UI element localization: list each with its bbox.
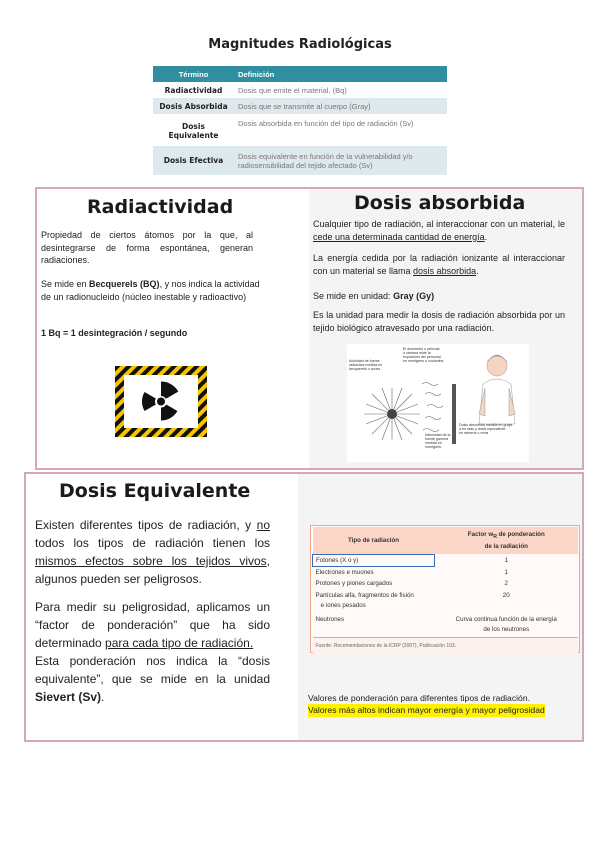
term-cell: Radiactividad <box>153 82 234 98</box>
radiactividad-heading: Radiactividad <box>87 196 234 218</box>
radiation-hazard-icon <box>115 366 207 437</box>
text-span: , algunos pueden ser peligrosos. <box>35 554 270 586</box>
underlined-text: mismos efectos sobre los tejidos vivos <box>35 554 267 568</box>
radiactividad-unit-text <box>41 278 271 303</box>
value-cell: 20 <box>502 591 510 599</box>
table-row <box>153 98 447 114</box>
text-span: Se mide en <box>41 279 90 289</box>
radiation-diagram-icon <box>347 344 529 462</box>
radiactividad-absorbida-panel <box>35 187 584 470</box>
underlined-text: para cada tipo de radiación. <box>105 636 254 650</box>
weights-header <box>313 527 579 554</box>
equivalente-paragraph-3 <box>35 652 270 706</box>
absorbida-paragraph-2 <box>313 252 565 277</box>
label-right: Dosis absorbida medida en grays <box>459 423 513 427</box>
subscript: R <box>493 534 497 541</box>
text-span: . <box>101 690 105 704</box>
gray-unit: Gray (Gy) <box>393 291 435 301</box>
text-span: Curva continua función de la energía <box>455 615 557 623</box>
label-bottom: Intensidad de la <box>425 433 451 437</box>
type-cell: Protones y piones cargados <box>315 579 393 587</box>
radiactividad-definition: Propiedad de ciertos átomos por la que, al desintegrarse de forma espontánea, generan radiaciones. <box>41 230 253 266</box>
label-top-4: en roentgens o coulombs <box>403 359 444 363</box>
label-top-3: exposición del personal <box>403 355 441 359</box>
text-span: Cualquier tipo de radiación, al interaccionar con un material, le <box>313 219 565 229</box>
text-span: Para medir su peligrosidad, aplicamos un “factor de ponderación” que ha sido determinado <box>35 600 270 650</box>
header-term: Término <box>153 66 234 82</box>
table-footnote: Fuente: Recomendaciones de la ICRP (2007), Publicación 103. <box>313 637 579 654</box>
dose-illustration <box>347 344 529 462</box>
caption-line: Valores de ponderación para diferentes tipos de radiación. <box>308 693 530 703</box>
label-right-3: en sieverts o rems <box>459 431 489 435</box>
sievert-unit: Sievert (Sv) <box>35 690 102 704</box>
table-row <box>313 554 579 566</box>
caption-highlight: Valores más altos indican mayor energía y mayor peligrosidad <box>308 705 545 716</box>
table-row <box>313 566 579 578</box>
label-left: Actividad de fuente <box>349 359 380 363</box>
label-bottom-3: medida en <box>425 441 442 445</box>
table-row <box>313 589 579 613</box>
table-row <box>153 146 447 175</box>
value-cell: 1 <box>504 556 509 564</box>
definition-cell: Dosis que emite el material. (Bq) <box>234 82 447 98</box>
label-bottom-2: fuente gamma <box>425 437 448 441</box>
dosis-absorbida-section <box>309 189 582 468</box>
value-cell: 1 <box>504 568 508 576</box>
text-span: . <box>476 265 479 276</box>
text-span: Esta ponderación nos indica la “dosis equivalente”, que se mide en la unidad <box>35 654 270 686</box>
page-title: Magnitudes Radiológicas <box>208 37 392 52</box>
label-left-3: becquerels o curies <box>349 367 381 371</box>
label-left-2: radiactiva medida en <box>349 363 383 367</box>
term-cell: Dosis Equivalente <box>153 114 234 146</box>
header-definition: Definición <box>234 66 447 82</box>
text-span: Se mide en unidad: <box>313 291 394 301</box>
table-row <box>313 613 579 637</box>
definitions-header <box>153 66 447 82</box>
label-top: El dosímetro o película <box>403 347 440 351</box>
text-span: de ponderación <box>496 531 545 538</box>
text-span: e iones pesados <box>320 601 366 609</box>
text-span: Existen diferentes tipos de radiación, y <box>35 518 257 532</box>
equivalente-paragraph-2 <box>35 598 270 652</box>
weights-caption <box>308 692 580 717</box>
header-type: Tipo de radiación <box>313 527 435 554</box>
text-span: . <box>484 231 488 242</box>
type-cell: Electrones e muones <box>315 568 374 576</box>
text-span: todos los tipos de radiación tienen los <box>35 536 270 550</box>
definition-cell: Dosis que se transmite al cuerpo (Gray) <box>234 98 447 114</box>
dosis-equivalente-heading: Dosis Equivalente <box>59 480 251 502</box>
becquerel-formula: 1 Bq = 1 desintegración / segundo <box>41 328 188 338</box>
label-right-2: o en rads y dosis equivalente <box>459 427 506 431</box>
value-cell: 2 <box>504 579 508 587</box>
table-row <box>313 578 579 589</box>
definition-cell: Dosis absorbida en función del tipo de radiación (Sv) <box>234 114 447 146</box>
type-cell <box>313 589 435 613</box>
label-bottom-4: roentgens <box>425 445 441 449</box>
weights-table <box>312 527 578 654</box>
label-top-2: o cámara mide la <box>403 351 431 355</box>
underlined-text: cede una determinada cantidad de energía <box>313 231 485 242</box>
text-span: de la radiación <box>484 542 528 550</box>
text-span: , y nos indica la actividad de un radionucleido (núcleo inestable y radioactivo) <box>41 279 260 302</box>
type-cell: Neutrones <box>315 615 345 623</box>
header-factor <box>435 527 579 554</box>
text-span: Partículas alfa, fragmentos de fisión <box>315 591 414 599</box>
underlined-text: no <box>256 518 270 532</box>
table-row <box>153 114 447 146</box>
text-span: La energía cedida por la radiación ionizante al interaccionar con un material se llama <box>313 253 565 276</box>
radiactividad-section <box>37 189 307 468</box>
absorbida-paragraph-4: Es la unidad para medir la dosis de radiación absorbida por un tejido biológico atravesado por una radiación. <box>313 310 565 333</box>
term-cell: Dosis Absorbida <box>153 98 234 114</box>
equivalente-paragraph-1 <box>35 516 270 588</box>
absorbida-paragraph-3 <box>313 290 565 303</box>
text-span: Factor w <box>467 531 494 538</box>
definition-cell: Dosis equivalente en función de la vulnerabilidad y/o radiosensibilidad del tejido afectado (Sv) <box>234 146 447 175</box>
value-cell <box>435 613 579 637</box>
term-cell: Dosis Efectiva <box>153 146 234 175</box>
becquerel-unit: Becquerels (BQ) <box>89 279 160 289</box>
underlined-text: dosis absorbida <box>413 265 477 276</box>
table-row <box>153 82 447 98</box>
text-span: de los neutrones <box>483 625 530 633</box>
definitions-table <box>153 66 447 175</box>
absorbida-paragraph-1 <box>313 218 565 243</box>
table-footnote-row <box>313 637 579 654</box>
dosis-absorbida-heading: Dosis absorbida <box>354 192 526 214</box>
type-cell: Fotones (X o γ) <box>313 554 435 566</box>
